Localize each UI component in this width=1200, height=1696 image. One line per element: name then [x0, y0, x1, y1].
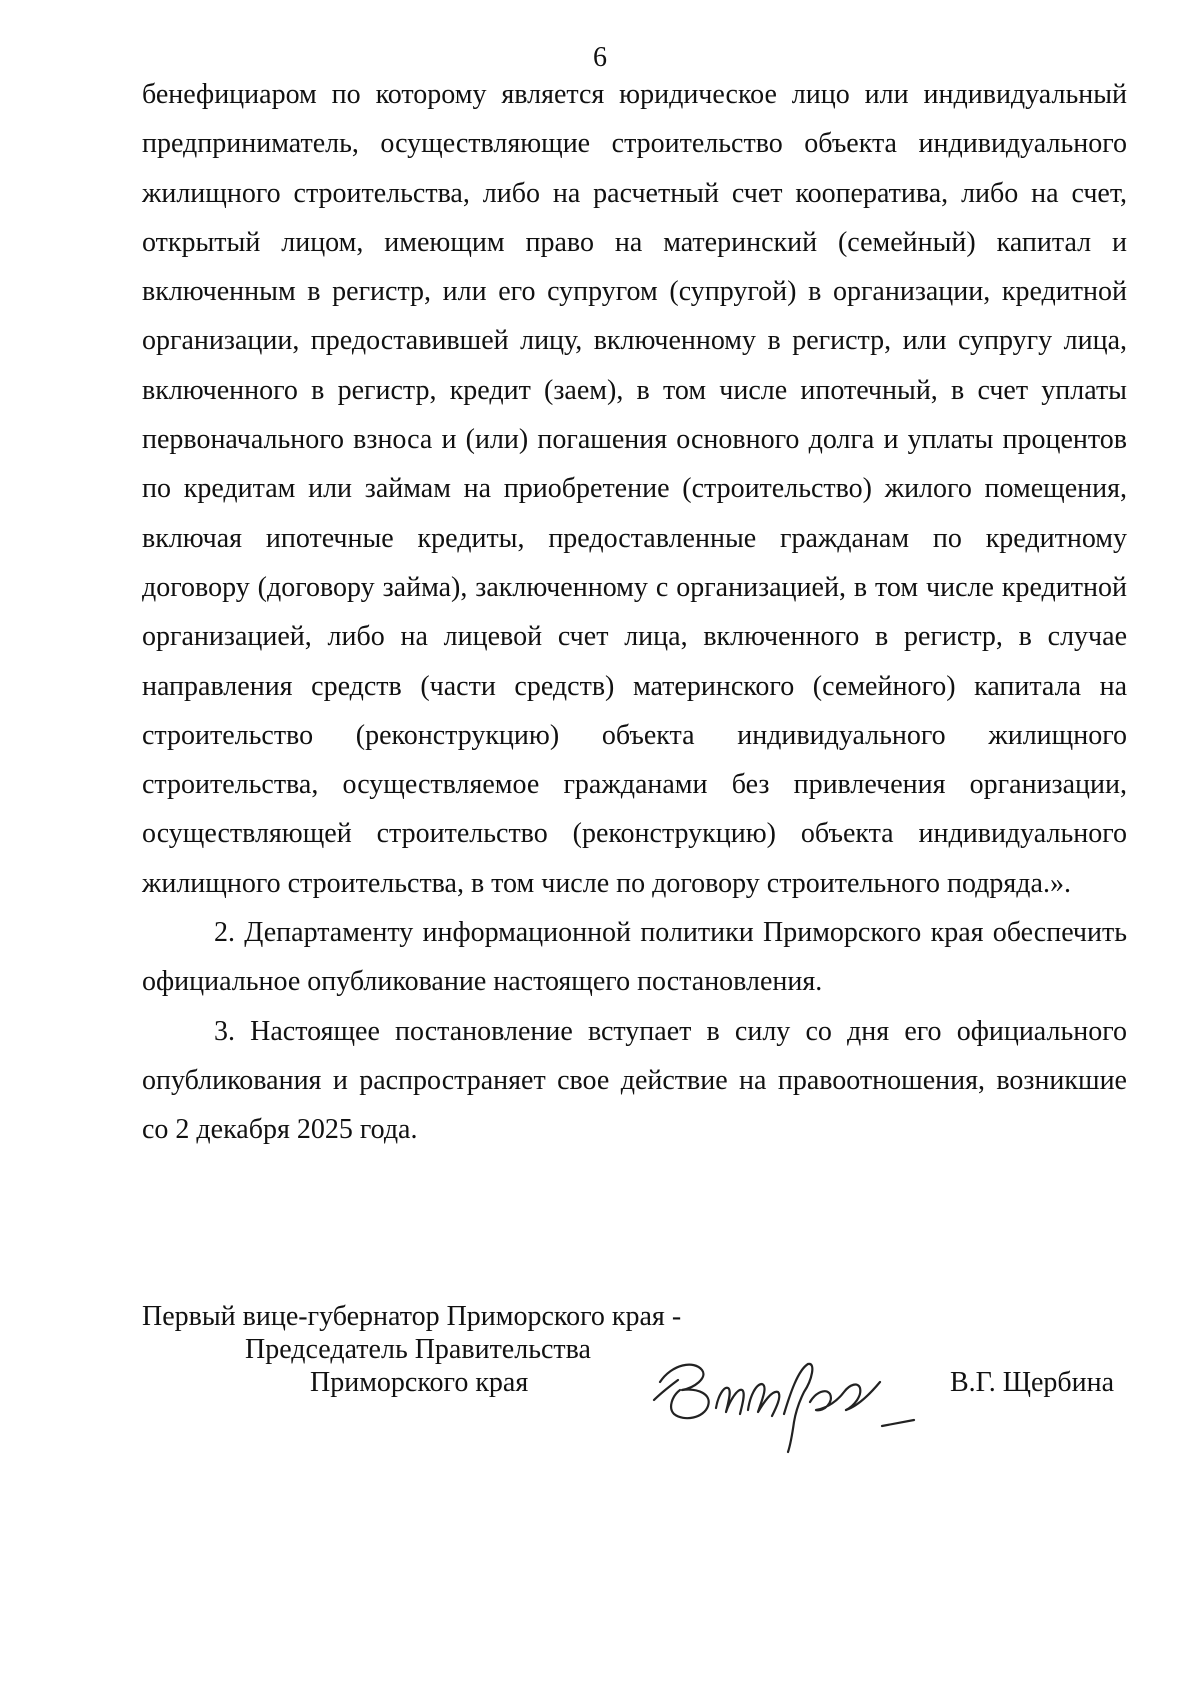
paragraph-continuation: бенефициаром по которому является юридическое лицо или индивидуальный предприниматель, осуществляющие строительство объекта индивидуального жилищного строительства, либо на расчетный счет кооператива, либо на счет, открытый лицом, имеющим право на материнский (семейный) капитал и включенным в регистр, или его супругом (супругой) в организации, кредитной организации, предоставившей лицу, включенному в регистр, или супругу лица, включенного в регистр, кредит (заем), в том числе ипотечный, в счет уплаты первоначального взноса и (или) погашения основного долга и уплаты процентов по кредитам или займам на приобретение (строительство) жилого помещения, включая ипотечные кредиты, предоставленные гражданам по кредитному договору (договору займа), заключенному с организацией, в том числе кредитной организацией, либо на лицевой счет лица, включенного в регистр, в случае направления средств (части средств) материнского (семейного) капитала на строительство (реконструкцию) объекта индивидуального жилищного строительства, осуществляемое гражданами без привлечения организации, осуществляющей строительство (реконструкцию) объекта индивидуального жилищного строительства, в том числе по договору строительного подряда.».: [142, 79, 1127, 899]
handwritten-signature: [632, 1330, 932, 1460]
signature-block: [142, 1300, 1142, 1480]
signatory-title-line-3: Приморского края: [310, 1367, 529, 1398]
document-body: [142, 70, 1127, 1155]
signatory-name: В.Г. Щербина: [950, 1367, 1115, 1398]
signatory-title-line-2: Председатель Правительства: [245, 1334, 591, 1365]
page-number: 6: [593, 42, 607, 73]
paragraph-item-2: 2. Департаменту информационной политики Приморского края обеспечить официальное опубликование настоящего постановления.: [142, 917, 1127, 998]
paragraph-item-3: 3. Настоящее постановление вступает в силу со дня его официального опубликования и распространяет свое действие на правоотношения, возникшие со 2 декабря 2025 года.: [142, 1015, 1127, 1146]
signatory-title-line-1: Первый вице-губернатор Приморского края -: [142, 1301, 682, 1332]
